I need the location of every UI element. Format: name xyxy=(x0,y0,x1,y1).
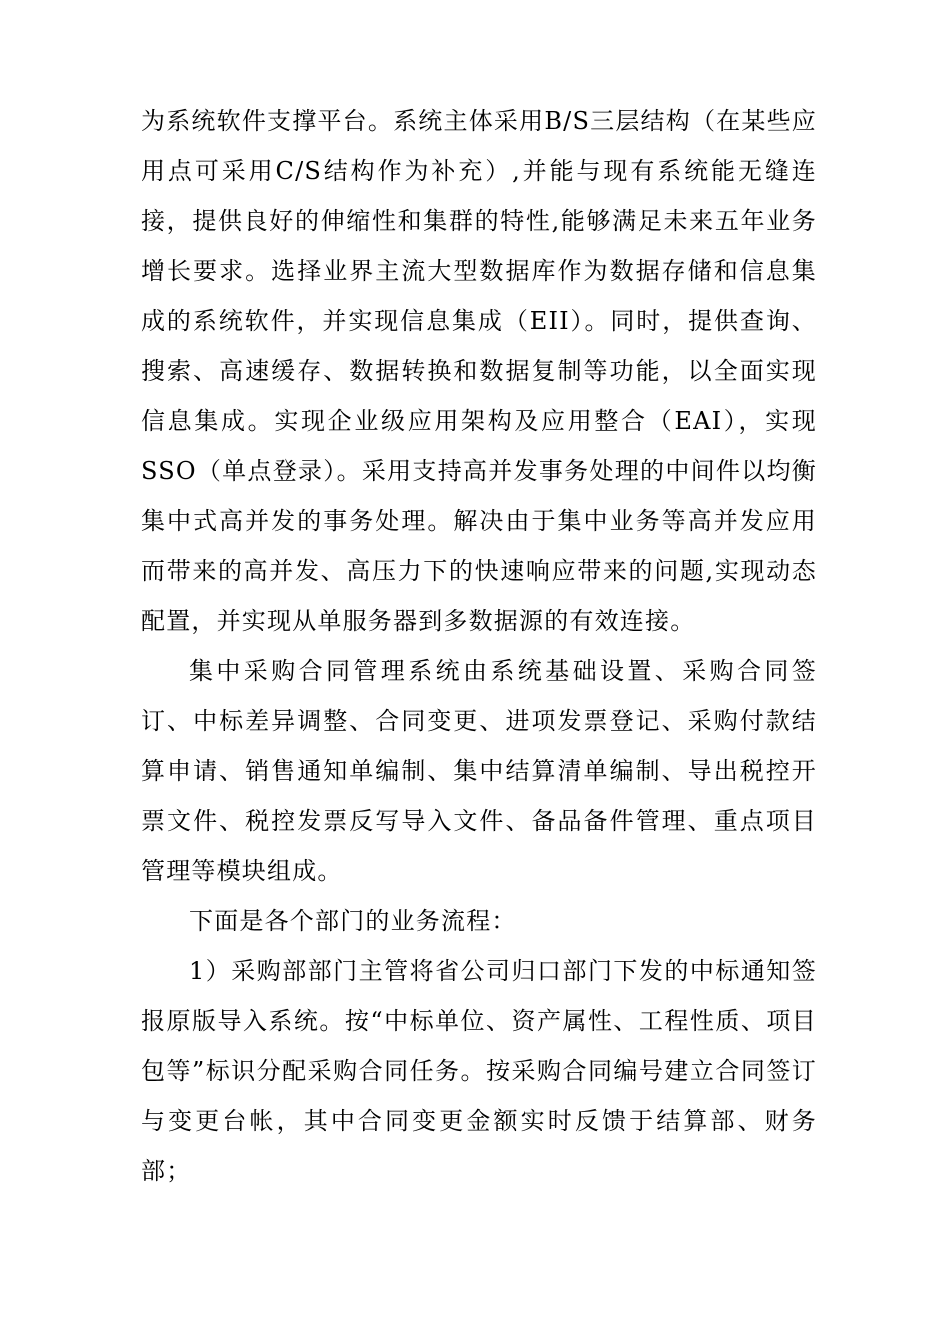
paragraph-system-modules: 集中采购合同管理系统由系统基础设置、采购合同签订、中标差异调整、合同变更、进项发票登记、采购付款结算申请、销售通知单编制、集中结算清单编制、导出税控开票文件、税控发票反写导入文件、备品备件管理、重点项目管理等模块组成。 xyxy=(141,657,817,885)
paragraph-procurement-step: 1）采购部部门主管将省公司归口部门下发的中标通知签报原版导入系统。按“中标单位、资产属性、工程性质、项目包等”标识分配采购合同任务。按采购合同编号建立合同签订与变更台帐，其中合同变更金额实时反馈于结算部、财务部； xyxy=(141,957,817,1185)
document-body xyxy=(141,96,817,1196)
paragraph-process-intro: 下面是各个部门的业务流程： xyxy=(189,907,517,935)
paragraph-system-platform: 为系统软件支撑平台。系统主体采用B/S三层结构（在某些应用点可采用C/S结构作为补充）,并能与现有系统能无缝连接，提供良好的伸缩性和集群的特性,能够满足未来五年业务增长要求。选择业界主流大型数据库作为数据存储和信息集成的系统软件，并实现信息集成（EII）。同时，提供查询、搜索、高速缓存、数据转换和数据复制等功能，以全面实现信息集成。实现企业级应用架构及应用整合（EAI），实现SSO（单点登录）。采用支持高并发事务处理的中间件以均衡集中式高并发的事务处理。解决由于集中业务等高并发应用而带来的高并发、高压力下的快速响应带来的问题,实现动态配置，并实现从单服务器到多数据源的有效连接。 xyxy=(141,107,817,635)
